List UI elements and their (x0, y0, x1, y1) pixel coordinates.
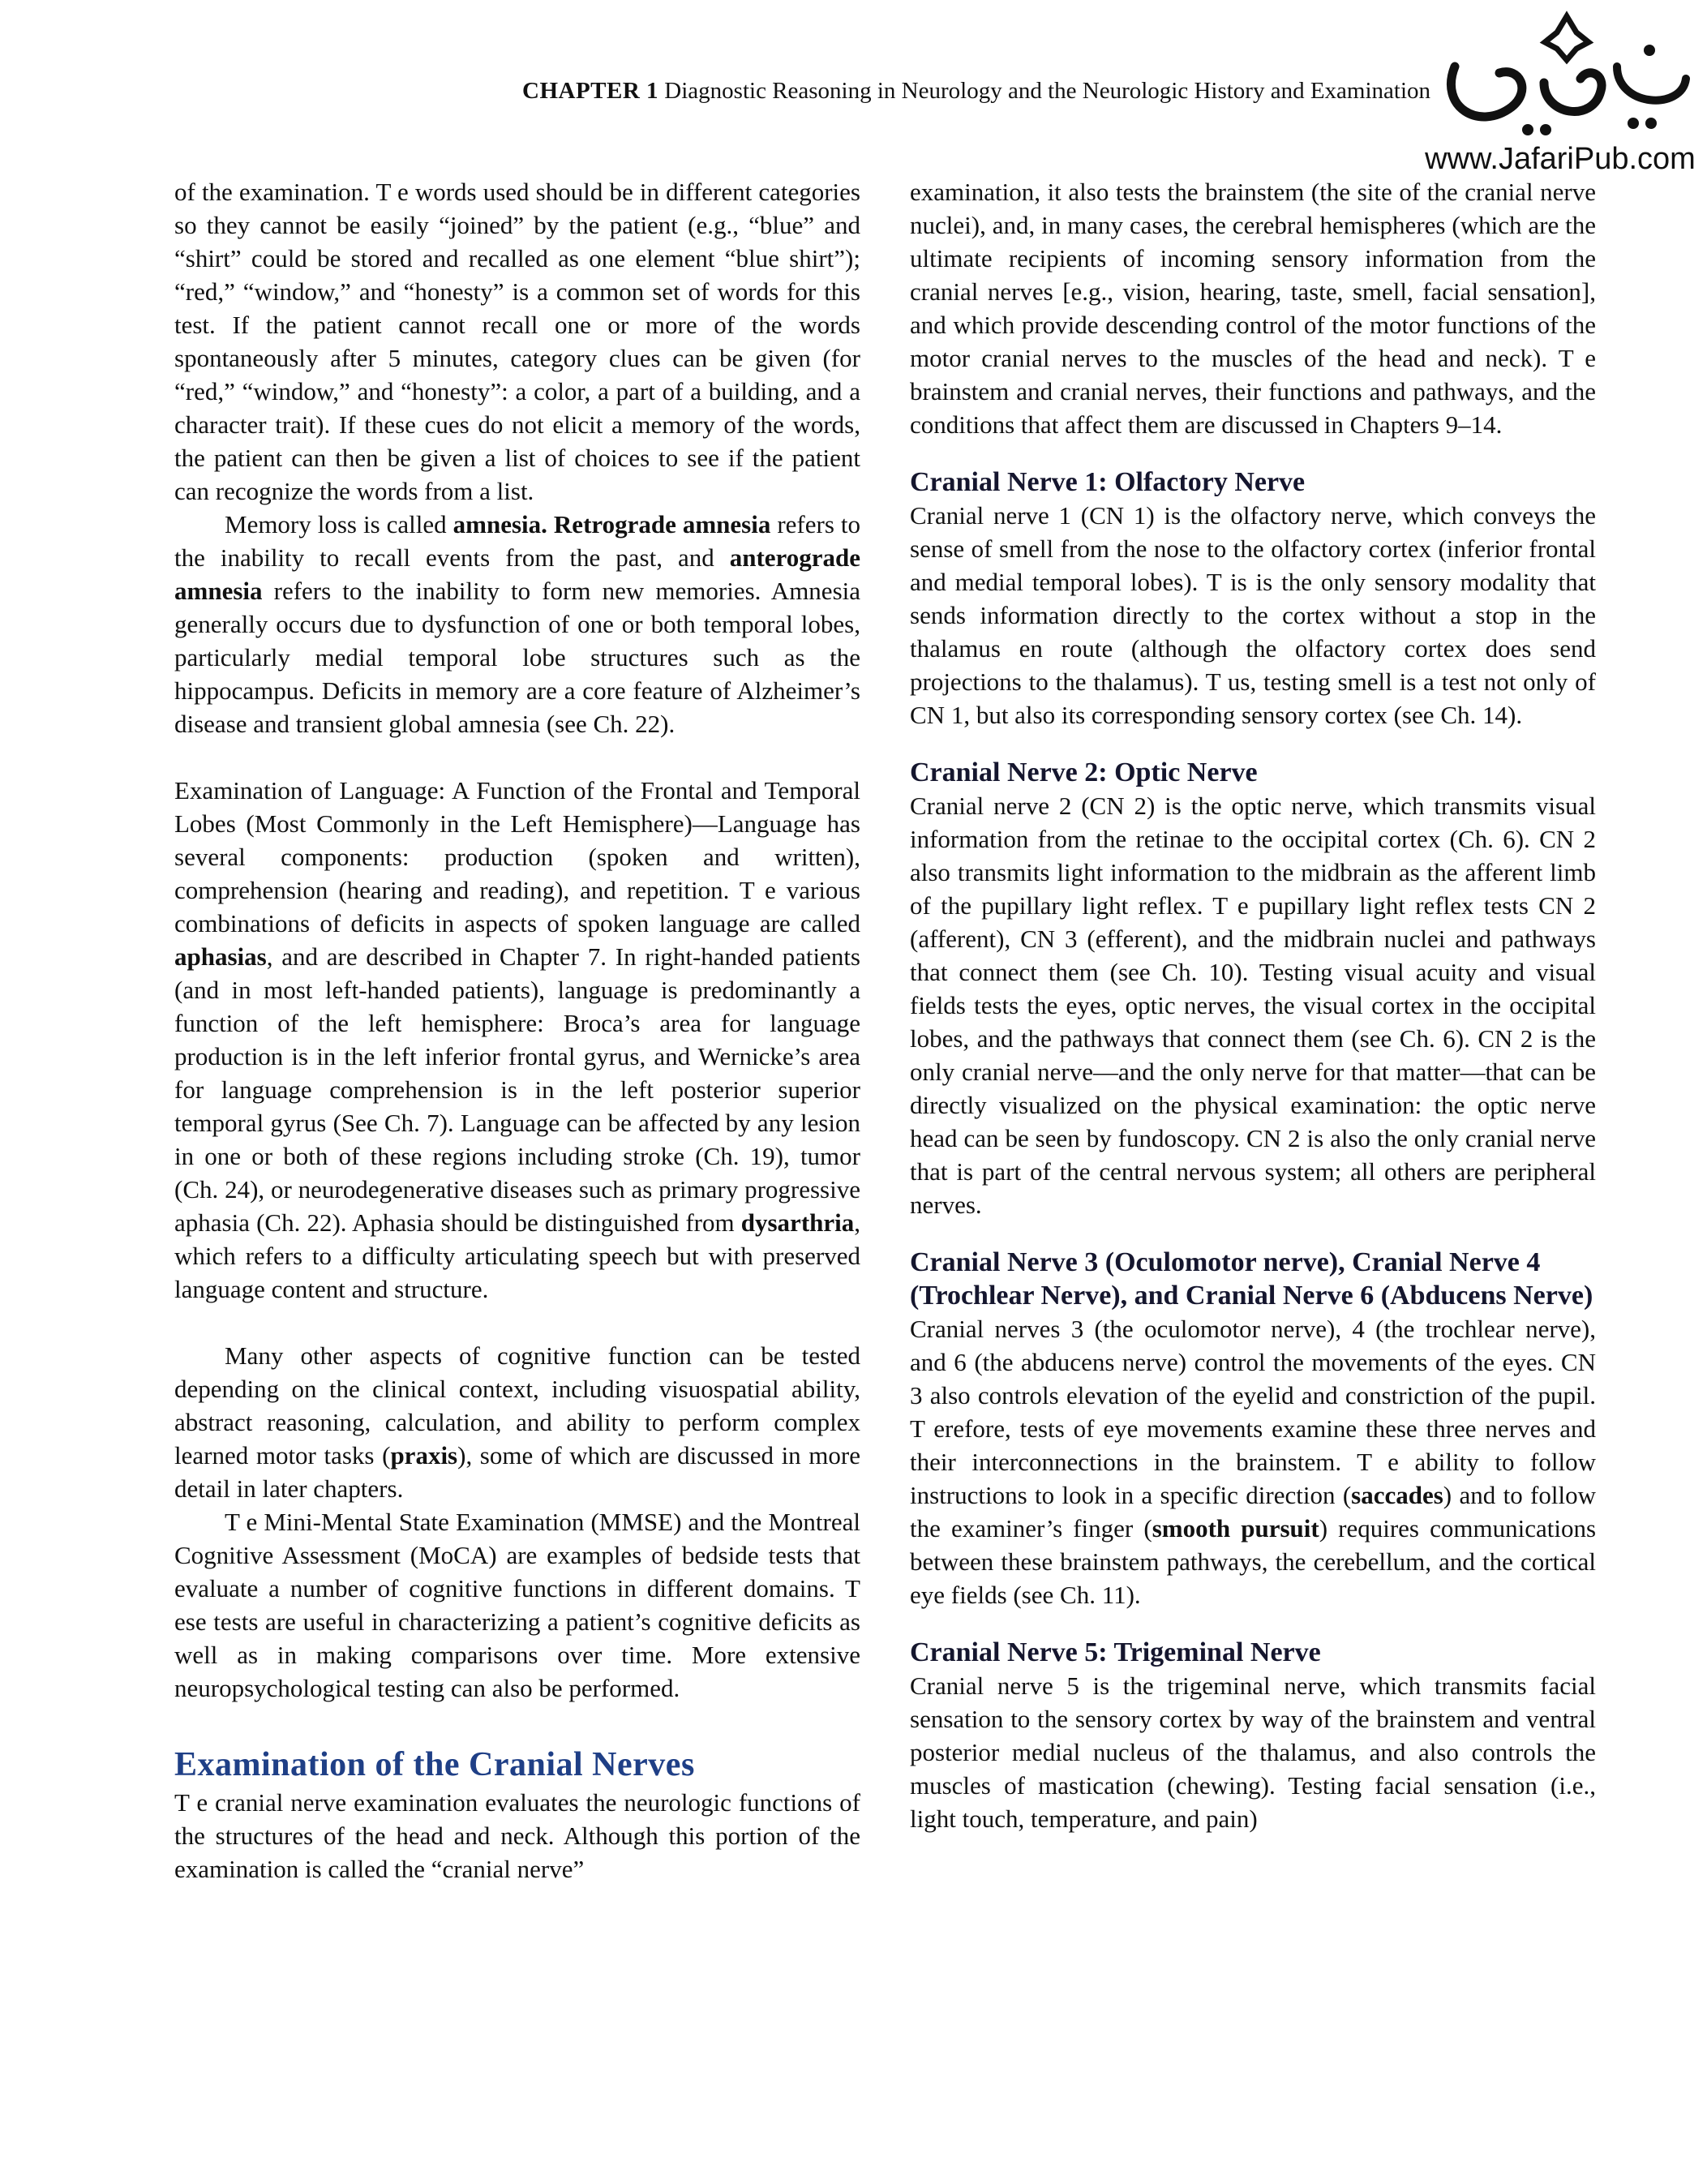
paragraph: of the examination. T e words used should be in different categories so they cannot be easily “joined” by the patient (e.g., “blue” and “shirt” could be stored and recalled as one element “blue shirt”); “red,” “window,” and “honesty” is a common set of words for this test. If the patient cannot recall one or more of the words spontaneously after 5 minutes, category clues can be given (for “red,” “window,” and “honesty”: a color, a part of a building, and a character trait). If these cues do not elicit a memory of the words, the patient can then be given a list of choices to see if the patient can recognize the words from a list. (174, 178, 860, 505)
paragraph-cn2: Cranial nerve 2 (CN 2) is the optic nerve, which transmits visual information from the retinae to the occipital cortex (Ch. 6). CN 2 also transmits light information to the midbrain as the afferent limb of the pupillary light reflex. T e pupillary light reflex tests CN 2 (afferent), CN 3 (efferent), and the midbrain nuclei and pathways that connect them (see Ch. 10). Testing visual acuity and visual fields tests the eyes, optic nerves, the visual cortex in the occipital lobes, and the pathways that connect them (see Ch. 6). CN 2 is the only cranial nerve—and the only nerve for that matter—that can be directly visualized on the physical examination: the optic nerve head can be seen by fundoscopy. CN 2 is also the only cranial nerve that is part of the central nervous system; all others are peripheral nerves. (910, 792, 1596, 1219)
term-retrograde-amnesia: Retrograde amnesia (553, 510, 771, 538)
watermark-url: www.JafariPub.com (1425, 142, 1696, 176)
chapter-title: Diagnostic Reasoning in Neurology and the Neurologic History and Examination (664, 78, 1431, 104)
paragraph-cognitive: Many other aspects of cognitive function can be tested depending on the clinical context, including visuospatial ability, abstract reasoning, calculation, and ability to perform complex learned motor tasks (praxis), some of which are discussed in more detail in later chapters. (174, 1341, 860, 1503)
subheading-cn2: Cranial Nerve 2: Optic Nerve (910, 757, 1258, 787)
term-amnesia: amnesia. (452, 510, 547, 538)
paragraph-language: Examination of Language: A Function of the Frontal and Temporal Lobes (Most Commonly in the Left Hemisphere)—Language has several components: production (spoken and written), comprehension (hearing and reading), and repetition. T e various combinations of deficits in aspects of spoken language are called aphasias, and are described in Chapter 7. In right-handed patients (and in most left-handed patients), language is predominantly a function of the left hemisphere: Broca’s area for language production is in the left inferior frontal gyrus, and Wernicke’s area for language comprehension is in the left posterior superior temporal gyrus (See Ch. 7). Language can be affected by any lesion in one or both of these regions including stroke (Ch. 19), tumor (Ch. 24), or neurodegenerative diseases such as primary progressive aphasia (Ch. 22). Aphasia should be distinguished from dysarthria, which refers to a difficulty articulating speech but with preserved language content and structure. (174, 776, 860, 1303)
publisher-logo (1422, 10, 1698, 180)
term-praxis: praxis (390, 1441, 458, 1470)
paragraph-cn5: Cranial nerve 5 is the trigeminal nerve, which transmits facial sensation to the sensory cortex by way of the brainstem and ventral posterior medial nucleus of the thalamus, and also controls the muscles of mastication (chewing). Testing facial sensation (i.e., light touch, temperature, and pain) (910, 1671, 1596, 1833)
chapter-label: CHAPTER 1 (522, 78, 659, 104)
paragraph-mmse: T e Mini-Mental State Examination (MMSE) and the Montreal Cognitive Assessment (MoCA) are examples of bedside tests that evaluate a number of cognitive functions in different domains. T ese tests are useful in characterizing a patient’s cognitive deficits as well as in making comparisons over time. More extensive neuropsychological testing can also be performed. (174, 1508, 860, 1702)
paragraph-cn3: Cranial nerves 3 (the oculomotor nerve), 4 (the trochlear nerve), and 6 (the abducens nerve) control the movements of the eyes. CN 3 also controls elevation of the eyelid and constriction of the pupil. T erefore, tests of eye movements examine these three nerves and their interconnections in the brainstem. T e ability to follow instructions to look in a specific direction (saccades) and to follow the examiner’s finger (smooth pursuit) requires communications between these brainstem pathways, the cerebellum, and the cortical eye fields (see Ch. 11). (910, 1315, 1597, 1609)
right-column (910, 175, 1596, 1835)
left-column (174, 175, 860, 1886)
logo-calligraphy-icon (1422, 10, 1698, 144)
paragraph: examination, it also tests the brainstem (the site of the cranial nerve nuclei), and, in many cases, the cerebral hemispheres (which are the ultimate recipients of incoming sensory information from the cranial nerves [e.g., vision, hearing, taste, smell, facial sensation], and which provide descending control of the motor functions of the motor cranial nerves to the muscles of the head and neck). T e brainstem and cranial nerves, their functions and pathways, and the conditions that affect them are discussed in Chapters 9–14. (910, 178, 1596, 439)
section-heading: Examination of the Cranial Nerves (174, 1746, 695, 1783)
paragraph-cn1: Cranial nerve 1 (CN 1) is the olfactory nerve, which conveys the sense of smell from the nose to the olfactory cortex (inferior frontal and medial temporal lobes). T is is the only sensory modality that sends information directly to the cortex without a stop in the thalamus en route (although the olfactory cortex does send projections to the thalamus). T us, testing smell is a test not only of CN 1, but also its corresponding sensory cortex (see Ch. 14). (910, 501, 1596, 729)
subheading-cn1: Cranial Nerve 1: Olfactory Nerve (910, 467, 1306, 497)
term-dysarthria: dysarthria (740, 1208, 855, 1237)
term-saccades: saccades (1351, 1481, 1443, 1509)
subheading-cn3: Cranial Nerve 3 (Oculomotor nerve), Cranial Nerve 4 (Trochlear Nerve), and Cranial Nerve 6 (Abducens Nerve) (910, 1247, 1593, 1311)
paragraph: T e cranial nerve examination evaluates the neurologic functions of the structures of the head and neck. Although this portion of the examination is called the “cranial nerve” (174, 1788, 860, 1883)
term-aphasias: aphasias (174, 942, 267, 971)
paragraph-amnesia: Memory loss is called amnesia. Retrograde amnesia refers to the inability to recall events from the past, and anterograde amnesia refers to the inability to form new memories. Amnesia generally occurs due to dysfunction of one or both temporal lobes, particularly medial temporal lobe structures such as the hippocampus. Deficits in memory are a core feature of Alzheimer’s disease and transient global amnesia (see Ch. 22). (174, 510, 861, 738)
term-smooth-pursuit: smooth pursuit (1152, 1514, 1319, 1543)
subheading-cn5: Cranial Nerve 5: Trigeminal Nerve (910, 1637, 1321, 1667)
term-anterograde-amnesia: anterograde amnesia (174, 543, 860, 605)
